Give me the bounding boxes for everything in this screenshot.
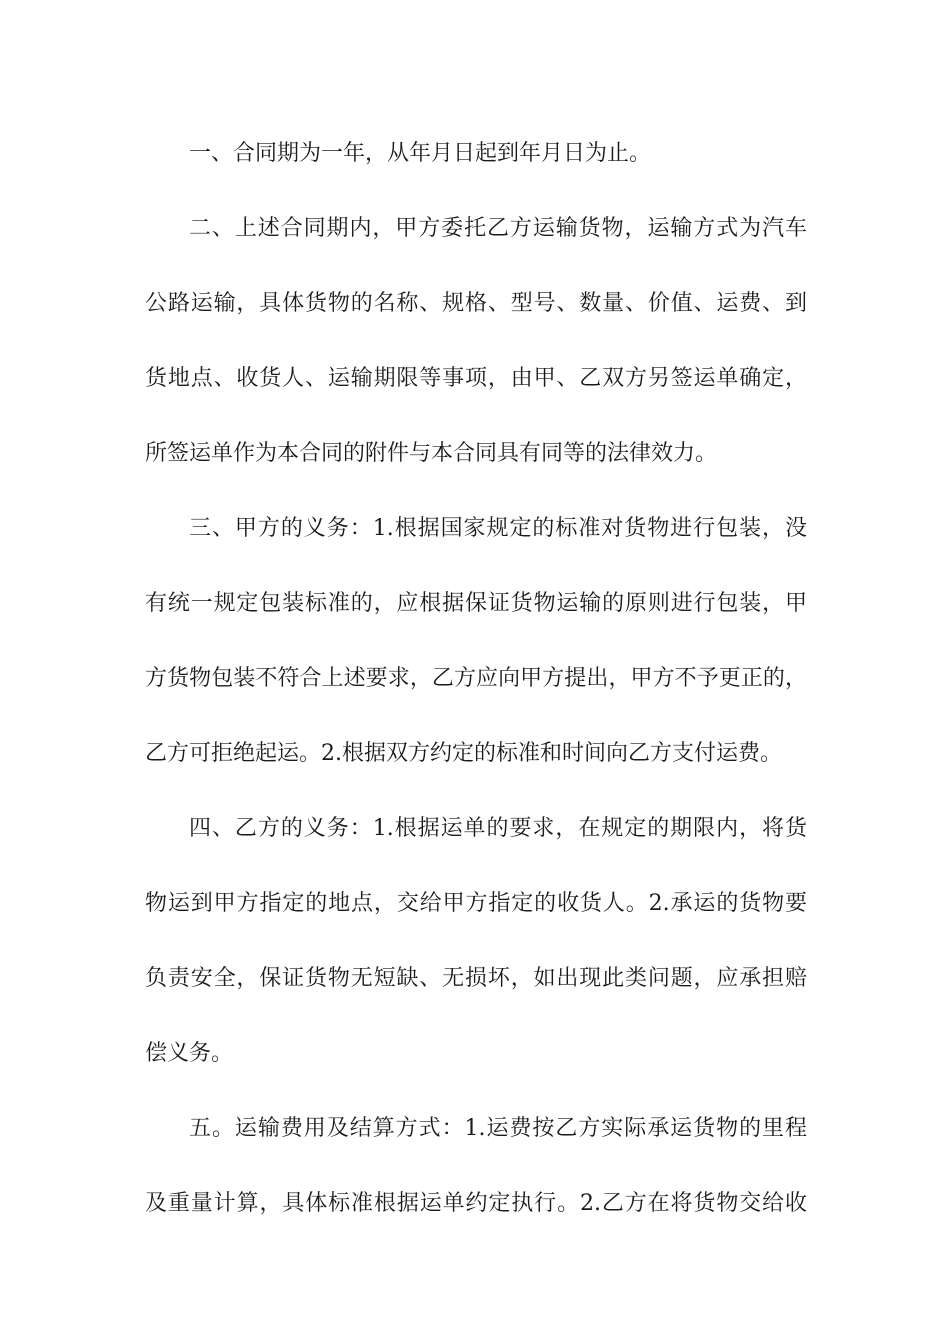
clause-4-line-2: 物运到甲方指定的地点，交给甲方指定的收货人。2.承运的货物要 xyxy=(145,891,807,916)
clause-3-line-3: 方货物包装不符合上述要求，乙方应向甲方提出，甲方不予更正的， xyxy=(145,666,807,691)
clause-5-line-2: 及重量计算，具体标准根据运单约定执行。2.乙方在将货物交给收 xyxy=(145,1191,807,1216)
clause-3-line-4: 乙方可拒绝起运。2.根据双方约定的标准和时间向乙方支付运费。 xyxy=(145,741,782,766)
clause-1-line-1: 一、合同期为一年，从年月日起到年月日为止。 xyxy=(189,141,652,166)
clause-2-line-3: 货地点、收货人、运输期限等事项，由甲、乙双方另签运单确定， xyxy=(145,366,807,391)
clause-2-line-4: 所签运单作为本合同的附件与本合同具有同等的法律效力。 xyxy=(145,441,718,466)
clause-2-line-1: 二、上述合同期内，甲方委托乙方运输货物，运输方式为汽车 xyxy=(189,216,807,241)
clause-2-line-2: 公路运输，具体货物的名称、规格、型号、数量、价值、运费、到 xyxy=(145,291,807,316)
clause-3-line-2: 有统一规定包装标准的，应根据保证货物运输的原则进行包装，甲 xyxy=(145,591,807,616)
clause-4-line-4: 偿义务。 xyxy=(145,1041,234,1066)
clause-4-line-3: 负责安全，保证货物无短缺、无损坏，如出现此类问题，应承担赔 xyxy=(145,966,807,991)
clause-3-line-1: 三、甲方的义务：1.根据国家规定的标准对货物进行包装，没 xyxy=(189,516,807,541)
document-body xyxy=(145,133,807,1258)
clause-5-line-1: 五。运输费用及结算方式：1.运费按乙方实际承运货物的里程 xyxy=(189,1116,807,1141)
clause-4-line-1: 四、乙方的义务：1.根据运单的要求，在规定的期限内，将货 xyxy=(189,816,807,841)
